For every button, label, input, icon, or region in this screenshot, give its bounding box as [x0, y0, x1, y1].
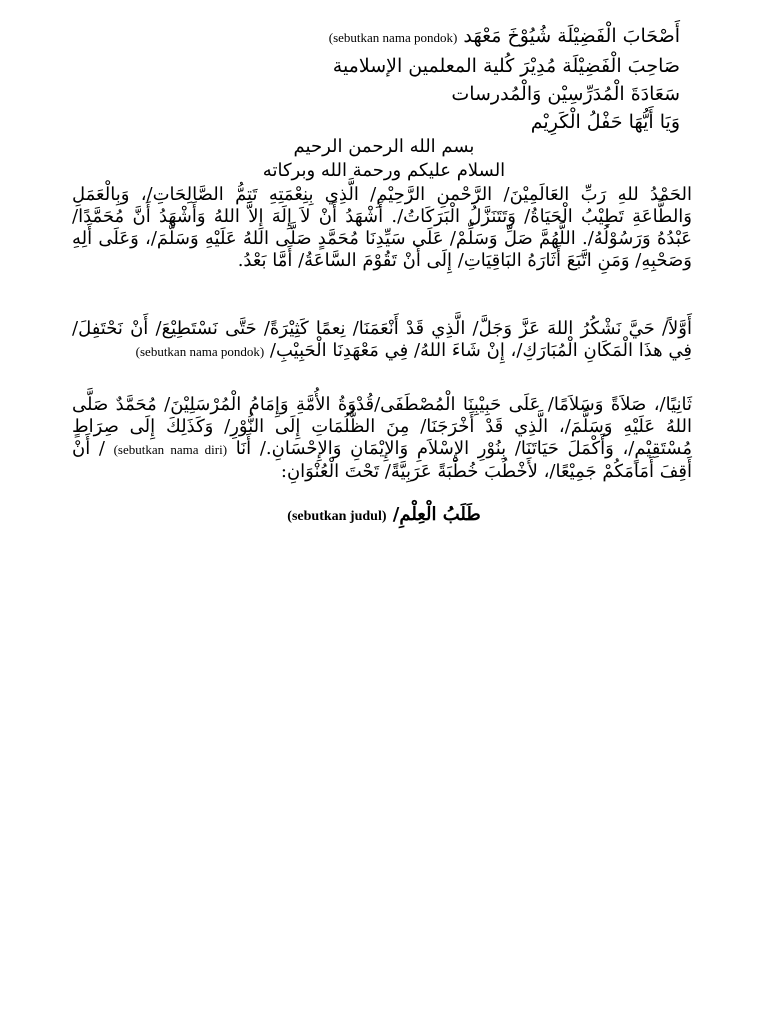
address-line-3: سَعَادَةَ الْمُدَرِّسِيْن وَالْمُدرسات: [451, 83, 680, 105]
salawat-paragraph-note: (sebutkan nama diri): [113, 442, 228, 457]
speech-title: [0, 504, 768, 525]
salam-greeting: السلام عليكم ورحمة الله وبركاته: [262, 160, 506, 181]
address-line-2: صَاحِبَ الْفَضِيْلَة مُدِيْرَ كُلية المعلمين الإسلامية: [332, 55, 680, 77]
salawat-paragraph-arabic-a: ثَانِيًا/، صَلاَةً وَسَلاَمًا/ عَلَى حَبِيْبِنَا الْمُصْطَفَى/قُدْوَةُ الأُمَّةِ وَإِمَامُ الْمُرْسَلِيْنَ/ مُحَمَّدٌ صَلَّى اللهُ عَلَيْهِ وَسَلَّمَ/، الَّذِي قَدْ أَخْرَجَنَا/ مِنَ الظُّلُمَاتِ إِلَى النُّوْرِ/ وَكَذَلِكَ إِلَى صِرَاطٍ مُسْتَقِيْمٍ/، وَأَكْمَلَ حَيَاتَنَا/ بِنُوْرِ الإِسْلاَمِ وَالإِيْمَانِ وَالإِحْسَانِ./ أَنَا: [72, 394, 692, 459]
gratitude-paragraph-note: (sebutkan nama pondok): [135, 344, 265, 359]
address-block: [60, 22, 680, 136]
address-line-1: [60, 22, 680, 52]
gratitude-paragraph: [72, 318, 692, 363]
speech-title-arabic: طَلَبُ الْعِلْمِ/: [392, 504, 481, 525]
address-line-1-note: (sebutkan nama pondok): [328, 30, 458, 45]
salawat-paragraph: [72, 394, 692, 483]
salawat-paragraph-arabic-b: / أَنْ أَقِفَ أَمَامَكُمْ جَمِيْعًا/، لأَخْطُبَ خُطْبَةً عَرَبِيَّةً/ تَحْتَ الْعُنْوَانِ:: [72, 438, 692, 482]
speech-title-note: (sebutkan judul): [287, 509, 387, 524]
address-line-1-arabic: أَصْحَابَ الْفَضِيْلَة شُيُوْخَ مَعْهَد: [463, 25, 680, 47]
gratitude-paragraph-arabic: أَوَّلاً/ حَيَّ نَشْكُرُ اللهَ عَزَّ وَجَلَّ/ الَّذِي قَدْ أَنْعَمَنَا/ نِعمًا كَثِيْرَةً/ حَتَّى نَسْتَطِيْعَ/ أَنْ نَحْتَفِلَ/ فِي هذَا الْمَكَانِ الْمُبَارَكِ/، إِنْ شَاءَ اللهُ/ فِي مَعْهَدِنَا الْحَبِيْبِ/: [72, 318, 693, 361]
address-line-4: وَيَا أَيُّهَا حَفْلُ الْكَرِيْم: [530, 111, 680, 133]
opening-praise-paragraph: الحَمْدُ للهِ رَبِّ العَالَمِيْنَ/ الرَّحْمنِ الرَّحِيْمِ/ الَّذِي بِنِعْمَتِهِ تَتِمُّ الصَّالِحَاتِ/، وَبِالْعَمَلِ وَالطَّاعَةِ تَطِيْبُ الْحَيَاةُ/ وَتَتَنَزَّلُ الْبَرَكَاتُ/. أَشْهَدُ أَنْ لاَ إِلَهَ إِلاَّ اللهُ وَأَشْهَدُ أَنَّ مُحَمَّدًا/ عَبْدُهُ وَرَسُوْلُهُ/. اللَّهُمَّ صَلِّ وَسَلِّمْ/ عَلَى سَيِّدِنَا مُحَمَّدٍ صَلَّى اللهُ عَلَيْهِ وَسَلَّمَ/، وَعَلَى أَلِهِ وَصَحْبِهِ/ وَمَنِ اتَّبَعَ أَثَارَهُ البَاقِيَاتِ/ إِلَى أَنْ تَقُوْمَ السَّاعَةُ/ أَمَّا بَعْدُ.: [72, 184, 692, 271]
basmala: بسم الله الرحمن الرحيم: [293, 136, 475, 157]
